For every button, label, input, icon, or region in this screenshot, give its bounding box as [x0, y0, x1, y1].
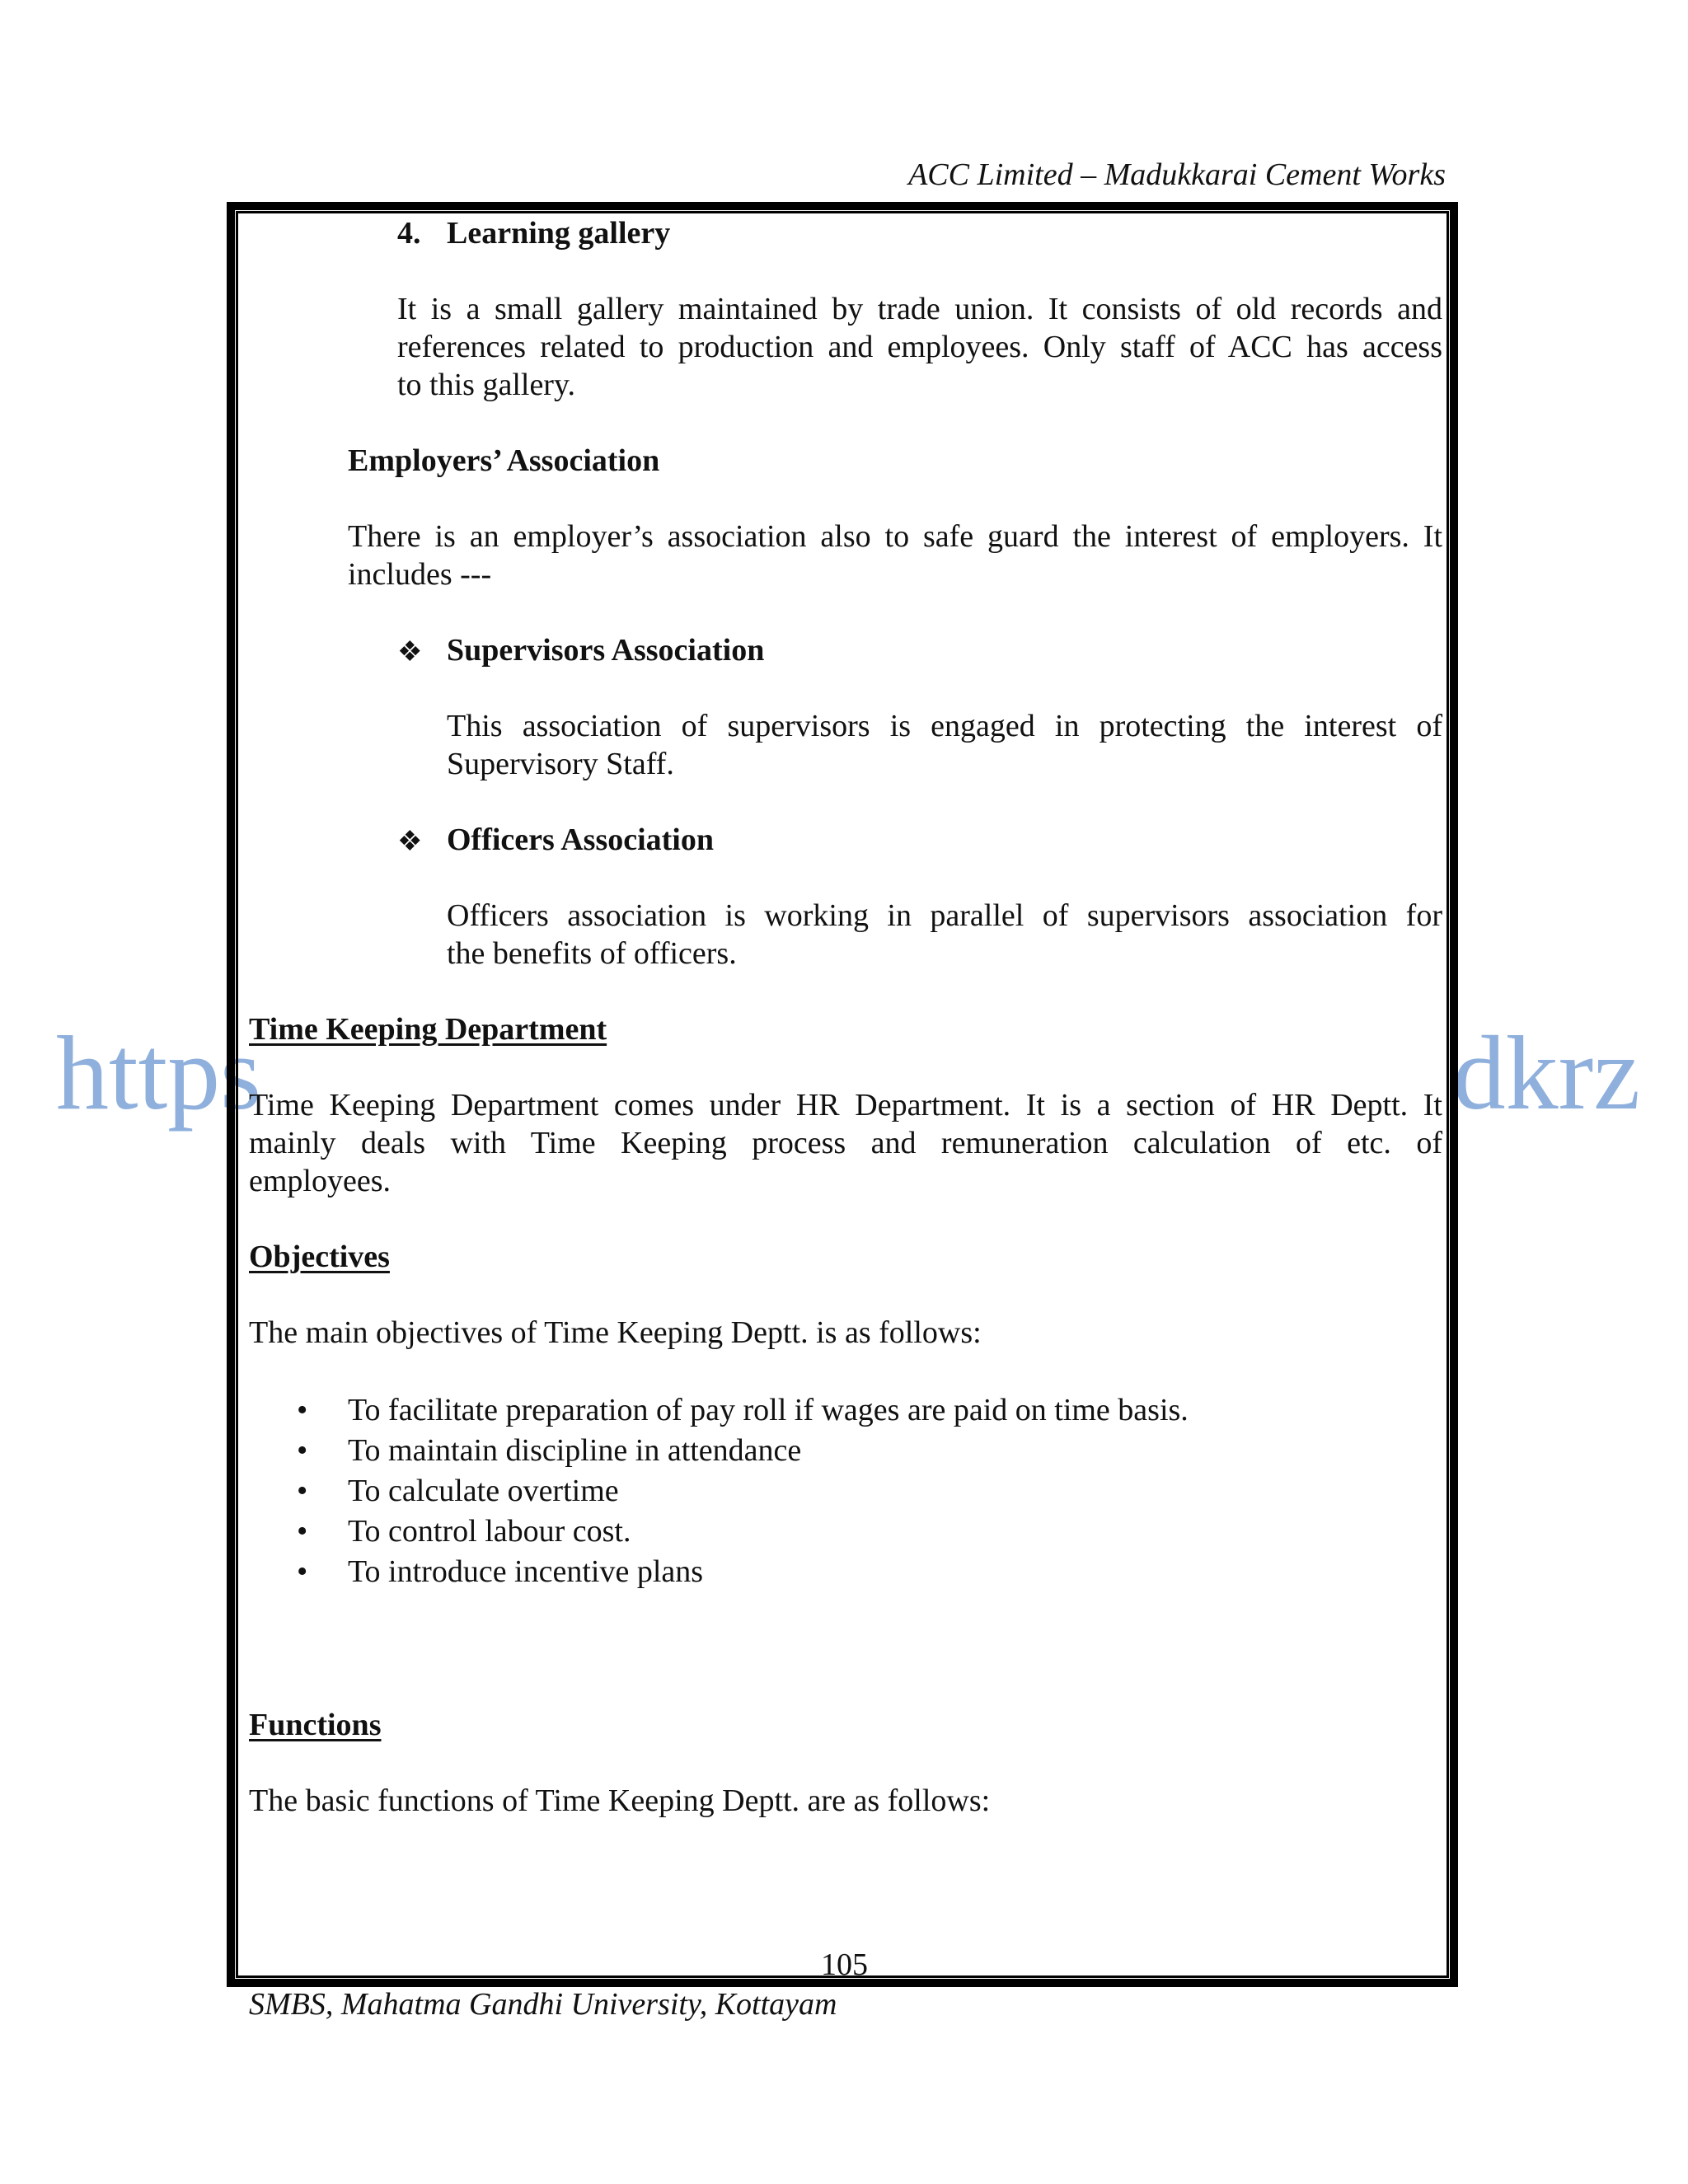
watermark-right-text: dkrz — [1452, 1015, 1640, 1132]
officers-association-line-2: the benefits of officers. — [447, 936, 737, 971]
supervisors-association-heading: Supervisors Association — [447, 633, 765, 668]
employers-association-heading: Employers’ Association — [348, 443, 660, 478]
watermark-left: https — [56, 1015, 261, 1132]
objective-item: To calculate overtime — [348, 1474, 619, 1508]
supervisors-diamond-bullet: ❖ — [397, 637, 423, 668]
bullet-dot: • — [297, 1554, 308, 1589]
learning-gallery-number: 4. — [397, 216, 421, 251]
learning-gallery-line-1: It is a small gallery maintained by trade union. It consists of old records and — [397, 292, 1442, 326]
objective-item: To maintain discipline in attendance — [348, 1433, 802, 1468]
objectives-heading: Objectives — [249, 1240, 390, 1274]
time-keeping-line-3: employees. — [249, 1164, 392, 1198]
supervisors-association-line-2: Supervisory Staff. — [447, 747, 674, 781]
objective-item: To facilitate preparation of pay roll if wages are paid on time basis. — [348, 1393, 1189, 1427]
running-header: ACC Limited – Madukkarai Cement Works — [908, 157, 1446, 192]
objective-item: To control labour cost. — [348, 1514, 631, 1549]
time-keeping-line-2: mainly deals with Time Keeping process and remuneration calculation of etc. of — [249, 1126, 1442, 1160]
objectives-intro: The main objectives of Time Keeping Deptt. is as follows: — [249, 1315, 982, 1350]
functions-intro: The basic functions of Time Keeping Deptt. are as follows: — [249, 1783, 991, 1818]
officers-diamond-bullet: ❖ — [397, 827, 423, 857]
functions-heading: Functions — [249, 1708, 382, 1742]
running-footer: SMBS, Mahatma Gandhi University, Kottayam — [249, 1987, 837, 2022]
bullet-dot: • — [297, 1474, 308, 1508]
employers-association-line-1: There is an employer’s association also to safe guard the interest of employers. It — [348, 519, 1442, 554]
learning-gallery-line-2: references related to production and employees. Only staff of ACC has access — [397, 330, 1442, 364]
learning-gallery-heading: Learning gallery — [447, 216, 671, 251]
time-keeping-heading: Time Keeping Department — [249, 1012, 607, 1047]
officers-association-heading: Officers Association — [447, 823, 715, 857]
page-number: 105 — [821, 1947, 868, 1982]
watermark-right — [1452, 1015, 1640, 1132]
bullet-dot: • — [297, 1433, 308, 1468]
bullet-dot: • — [297, 1393, 308, 1427]
employers-association-line-2: includes --- — [348, 557, 492, 592]
supervisors-association-line-1: This association of supervisors is engaged in protecting the interest of — [447, 709, 1442, 743]
learning-gallery-line-3: to this gallery. — [397, 368, 575, 402]
bullet-dot: • — [297, 1514, 308, 1549]
time-keeping-line-1: Time Keeping Department comes under HR Department. It is a section of HR Deptt. It — [249, 1088, 1442, 1122]
officers-association-line-1: Officers association is working in parallel of supervisors association for — [447, 898, 1442, 933]
objective-item: To introduce incentive plans — [348, 1554, 704, 1589]
